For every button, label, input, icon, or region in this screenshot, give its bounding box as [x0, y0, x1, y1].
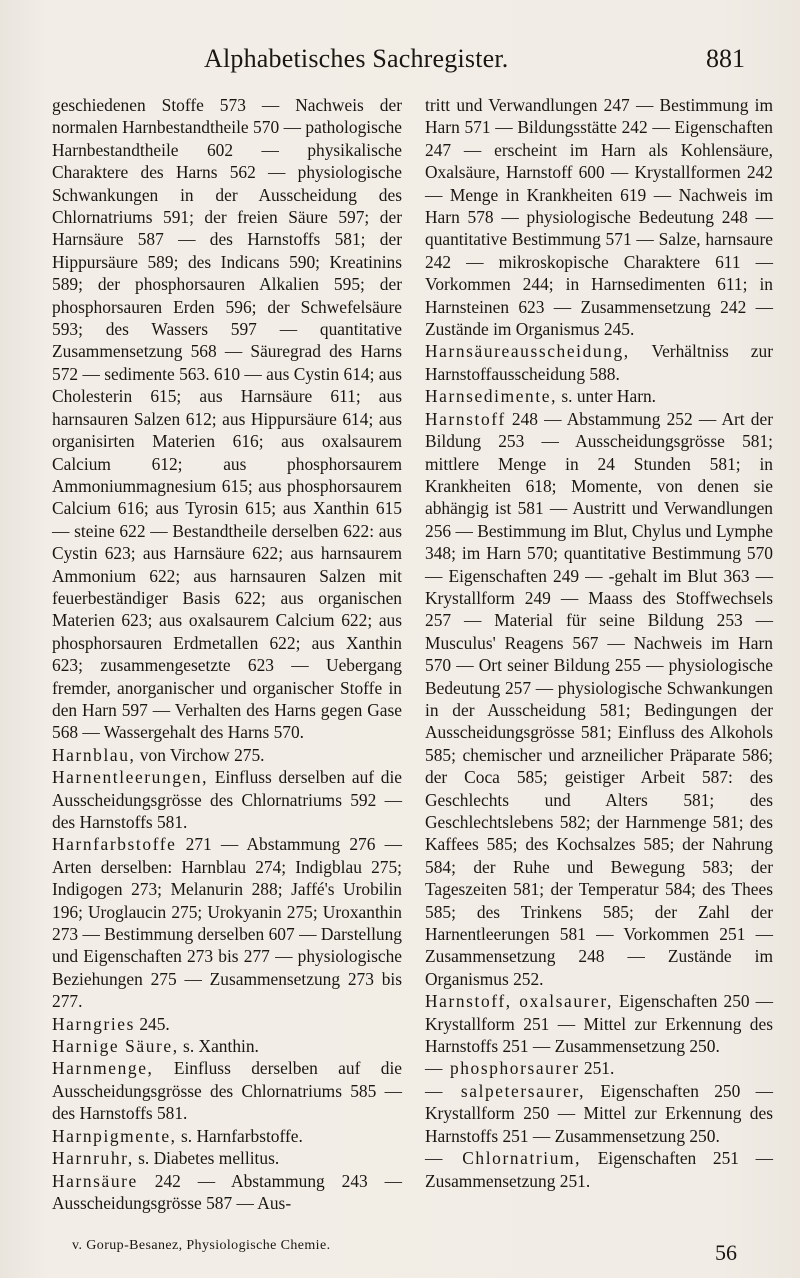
entry-term: — salpetersaurer, — [425, 1080, 586, 1101]
index-entry — [52, 1147, 402, 1169]
entry-text: s. Diabetes mellitus. — [133, 1148, 280, 1169]
index-entry — [52, 1013, 402, 1035]
entry-text: Einfluss derselben auf die Ausscheidungsgrösse des Chlornatriums 585 — des Harnstoffs 581. — [52, 1058, 402, 1124]
index-entry — [52, 94, 402, 744]
entry-text: s. unter Harn. — [557, 386, 657, 407]
entry-text: Eigenschaften 250 — Krystallform 250 — Mittel zur Erkennung des Harnstoffs 251 — Zusammensetzung 250. — [425, 1080, 773, 1146]
entry-term: Harnsäure — [52, 1170, 138, 1191]
entry-term: Harngries — [52, 1013, 135, 1034]
entry-term: Harnige Säure, — [52, 1036, 179, 1057]
entry-text: von Virchow 275. — [135, 744, 265, 765]
entry-text: Eigenschaften 251 — Zusammensetzung 251. — [425, 1148, 773, 1191]
left-column — [52, 94, 402, 1214]
entry-term: Harnpigmente, — [52, 1125, 177, 1146]
index-entry — [425, 385, 773, 407]
entry-term: Harnsäureausscheidung, — [425, 341, 630, 362]
signature-mark: 56 — [715, 1240, 737, 1265]
entry-term: Harnsedimente, — [425, 386, 558, 407]
entry-text: 248 — Abstammung 252 — Art der Bildung 253 — Ausscheidungsgrösse 581; mittlere Menge in 24 Stunden 581; in Krankheiten 618; Momente, von denen sie abhängig ist 581 — Austritt und Verwandlungen 256 — Bestimmung im Blut, Chylus und Lymphe 348; im Harn 570; quantitative Bestimmung 570 — Eigenschaften 249 — -gehalt im Blut 363 — Krystallform 249 — Maass des Stoffwechsels 257 — Material für seine Bildung 253 — Musculus' Reagens 567 — Nachweis im Harn 570 — Ort seiner Bildung 255 — physiologische Bedeutung 257 — physiologische Schwankungen in der Ausscheidung 581; Bedingungen der Ausscheidungsgrösse 581; Einfluss des Alkohols 585; chemischer und arzneilicher Präparate 586; der Coca 585; geistiger Arbeit 587: des Geschlechts und Alters 581; des Geschlechtslebens 582; der Harnmenge 581; des Kaffees 585; des Kochsalzes 585; der Nahrung 584; der Ruhe und Bewegung 583; der Tageszeiten 581; der Temperatur 584; des Thees 585; des Trinkens 585; der Zahl der Harnentleerungen 581 — Vorkommen 251 — Zusammensetzung 248 — Zustände im Organismus 252. — [425, 408, 773, 989]
index-entry — [425, 1057, 773, 1079]
entry-text: s. Harnfarbstoffe. — [176, 1125, 303, 1146]
entry-term: Harnstoff — [425, 408, 506, 429]
entry-text: 251. — [579, 1058, 615, 1079]
index-entry — [52, 1035, 402, 1057]
index-entry — [425, 408, 773, 991]
entry-term: Harnfarbstoffe — [52, 834, 177, 855]
index-entry — [425, 990, 773, 1057]
right-column — [425, 94, 773, 1192]
index-entry — [425, 340, 773, 385]
index-entry — [52, 833, 402, 1012]
entry-term: Harnruhr, — [52, 1148, 134, 1169]
page-number: 881 — [706, 44, 745, 73]
entry-text: 245. — [134, 1013, 170, 1034]
index-entry — [52, 744, 402, 766]
footer-imprint: v. Gorup-Besanez, Physiologische Chemie. — [72, 1238, 331, 1253]
entry-term: Harnblau, — [52, 744, 136, 765]
index-entry — [52, 766, 402, 833]
entry-term: Harnentleerungen, — [52, 767, 209, 788]
index-entry — [52, 1057, 402, 1124]
entry-text: tritt und Verwandlungen 247 — Bestimmung im Harn 571 — Bildungsstätte 242 — Eigenschaften 247 — erscheint im Harn als Kohlensäure, Oxalsäure, Harnstoff 600 — Krystallformen 242 — Menge in Krankheiten 619 — Nachweis im Harn 578 — physiologische Bedeutung 248 — quantitative Bestimmung 571 — Salze, harnsaure 242 — mikroskopische Charaktere 611 — Vorkommen 244; in Harnsedimenten 611; in Harnsteinen 623 — Zusammensetzung 242 — Zustände im Organismus 245. — [425, 95, 773, 340]
index-entry — [425, 94, 773, 340]
entry-term: — phosphorsaurer — [425, 1058, 580, 1079]
entry-text: geschiedenen Stoffe 573 — Nachweis der normalen Harnbestandtheile 570 — pathologische Harnbestandtheile 602 — physikalische Charaktere des Harns 562 — physiologische Schwankungen in der Ausscheidung des Chlornatriums 591; der freien Säure 597; der Harnsäure 587 — des Harnstoffs 581; der Hippursäure 589; des Indicans 590; Kreatinins 589; der phosphorsauren Alkalien 595; der phosphorsauren Erden 596; der Schwefelsäure 593; des Wassers 597 — quantitative Zusammensetzung 568 — Säuregrad des Harns 572 — sedimente 563. 610 — aus Cystin 614; aus Cholesterin 615; aus Harnsäure 611; aus harnsauren Salzen 612; aus Hippursäure 614; aus organisirten Materien 616; aus oxalsaurem Calcium 612; aus phosphorsaurem Ammoniummagnesium 615; aus phosphorsaurem Calcium 616; aus Tyrosin 615; aus Xanthin 615 — steine 622 — Bestandtheile derselben 622: aus Cystin 623; aus Harnsäure 622; aus harnsaurem Ammonium 622; aus harnsauren Salzen mit feuerbeständiger Basis 622; aus organischen Materien 623; aus oxalsaurem Calcium 622; aus phosphorsauren Erdmetallen 622; aus Xanthin 623; zusammengesetzte 623 — Uebergang fremder, anorganischer und organischer Stoffe in den Harn 597 — Verhalten des Harns gegen Gase 568 — Wassergehalt des Harns 570. — [52, 95, 402, 743]
entry-text: Verhältniss zur Harnstoffausscheidung 588. — [425, 341, 773, 384]
entry-text: Einfluss derselben auf die Ausscheidungsgrösse des Chlornatriums 592 — des Harnstoffs 581. — [52, 767, 402, 832]
entry-term: Harnstoff, oxalsaurer, — [425, 991, 613, 1012]
entry-term: — Chlornatrium, — [425, 1148, 582, 1169]
entry-text: 242 — Abstammung 243 — Ausscheidungsgrösse 587 — Aus- — [52, 1170, 402, 1213]
index-entry — [425, 1080, 773, 1147]
entry-text: Eigenschaften 250 — Krystallform 251 — Mittel zur Erkennung des Harnstoffs 251 — Zusammensetzung 250. — [425, 991, 773, 1057]
page-header — [0, 44, 800, 84]
index-entry — [425, 1147, 773, 1192]
index-entry — [52, 1170, 402, 1215]
entry-text: 271 — Abstammung 276 — Arten derselben: Harnblau 274; Indigblau 275; Indigogen 273; Melanurin 288; Jaffé's Urobilin 196; Uroglaucin 275; Urokyanin 275; Uroxanthin 273 — Bestimmung derselben 607 — Darstellung und Eigenschaften 273 bis 277 — physiologische Beziehungen 275 — Zusammensetzung 273 bis 277. — [52, 834, 402, 1012]
entry-term: Harnmenge, — [52, 1058, 154, 1079]
index-entry — [52, 1125, 402, 1147]
running-title: Alphabetisches Sachregister. — [204, 44, 509, 73]
entry-text: s. Xanthin. — [178, 1036, 259, 1057]
